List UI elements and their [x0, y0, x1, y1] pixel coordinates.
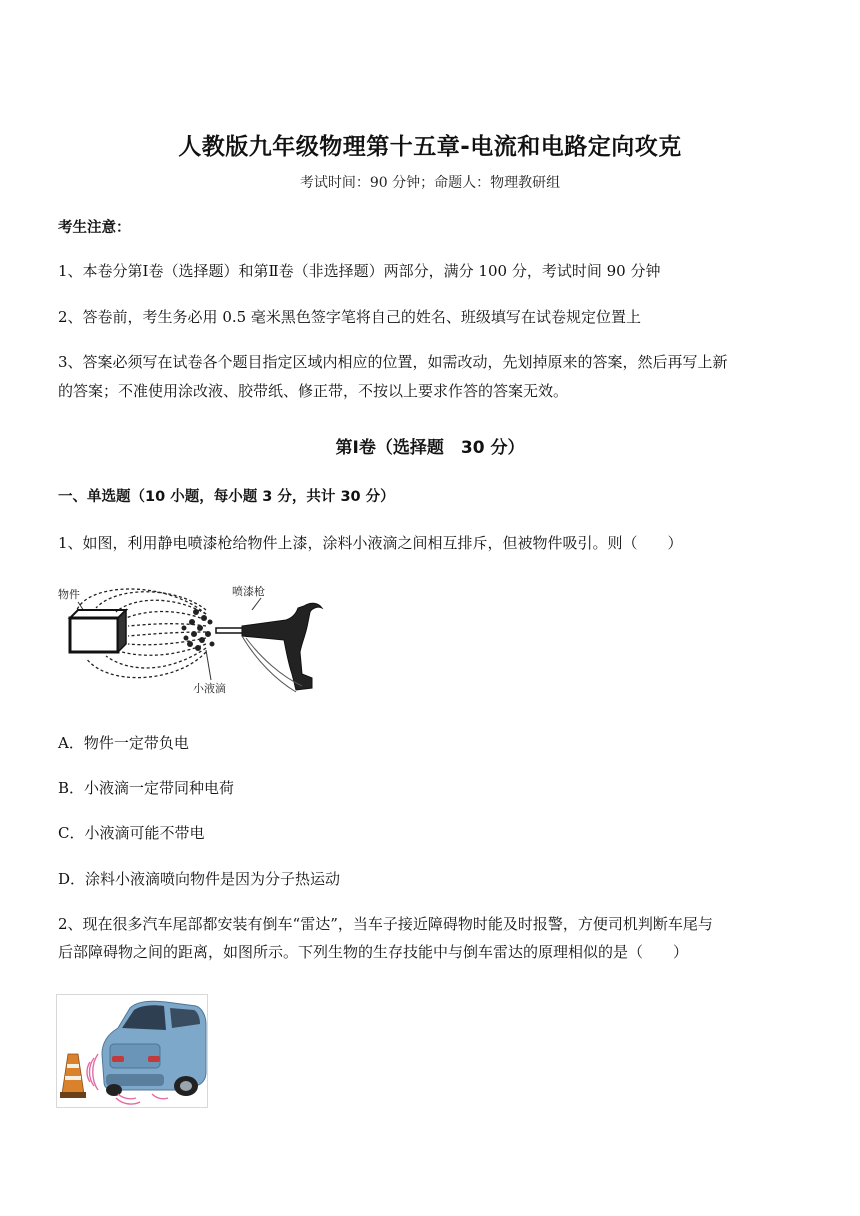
question-1-stem: 1、如图，利用静电喷漆枪给物件上漆，涂料小液滴之间相互排斥，但被物件吸引。则（ ）: [58, 534, 683, 552]
notice-item-2: 2、答卷前，考生务必用 0.5 毫米黑色签字笔将自己的姓名、班级填写在试卷规定位置上: [58, 308, 641, 326]
spray-gun: [216, 603, 322, 692]
car-radar-figure: [56, 994, 208, 1108]
exam-info: 考试时间：90 分钟；命题人：物理教研组: [299, 175, 561, 191]
question-2-stem: 2、现在很多汽车尾部都安装有倒车“雷达”，当车子接近障碍物时能及时报警，方便司机判断车尾与: [58, 915, 713, 933]
question-2-stem-cont: 后部障碍物之间的距离，如图所示。下列生物的生存技能中与倒车雷达的原理相似的是（ ）: [58, 943, 689, 961]
gun-leader-line: [252, 598, 261, 610]
option-c: C．小液滴可能不带电: [58, 824, 205, 842]
notice-item-1: 1、本卷分第Ⅰ卷（选择题）和第Ⅱ卷（非选择题）两部分，满分 100 分，考试时间 90 分钟: [58, 262, 661, 280]
option-a: A．物件一定带负电: [58, 734, 189, 752]
object-label: 物件: [58, 588, 80, 601]
notice-item-3: 3、答案必须写在试卷各个题目指定区域内相应的位置，如需改动，先划掉原来的答案，然后再写上新: [58, 353, 728, 371]
droplets: [182, 609, 215, 651]
object-box: [70, 610, 126, 652]
option-b: B．小液滴一定带同种电荷: [58, 779, 235, 797]
notice-heading: 考生注意：: [58, 220, 131, 236]
gun-label: 喷漆枪: [232, 585, 265, 598]
droplet-label: 小液滴: [193, 682, 226, 695]
page-title: 人教版九年级物理第十五章-电流和电路定向攻克: [178, 134, 682, 160]
part-heading: 一、单选题（10 小题，每小题 3 分，共计 30 分）: [58, 489, 395, 505]
option-d: D．涂料小液滴喷向物件是因为分子热运动: [58, 870, 341, 888]
notice-item-3-cont: 的答案；不准使用涂改液、胶带纸、修正带，不按以上要求作答的答案无效。: [58, 382, 569, 400]
section-title: 第Ⅰ卷（选择题 30 分）: [335, 438, 525, 458]
spray-gun-figure: [56, 578, 346, 706]
droplet-leader-line: [206, 650, 211, 680]
